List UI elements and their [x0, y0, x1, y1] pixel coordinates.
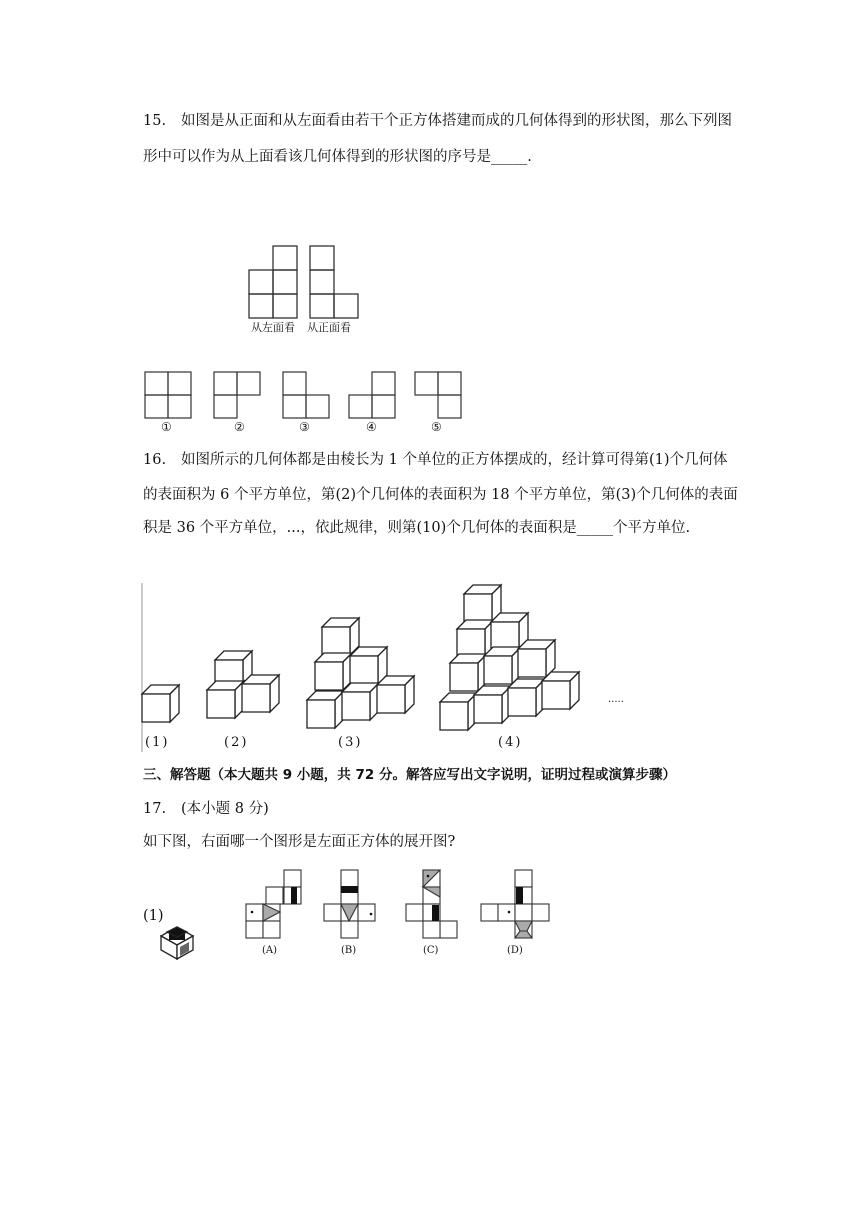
q17-header [143, 799, 269, 819]
q15-number: 15. [143, 113, 167, 129]
q17-choice-label: (C) [423, 945, 439, 956]
q16-figure-label: (1) [145, 735, 170, 750]
q17-net-C [406, 870, 457, 938]
q16-number: 16. [143, 452, 167, 468]
cube-unit [450, 654, 487, 691]
cube-unit [508, 679, 545, 716]
cube-unit [142, 685, 179, 722]
q15-line2: 形中可以作为从上面看该几何体得到的形状图的序号是_____. [143, 149, 532, 165]
q16-figure-label: (3) [338, 735, 363, 750]
cube-unit [242, 675, 279, 712]
cube-unit [307, 691, 344, 728]
q15-option-label: ④ [366, 420, 377, 434]
cube-unit [315, 653, 352, 690]
q15-text-1: 如图是从正面和从左面看由若干个正方体搭建而成的几何体得到的形状图，那么下列图 [181, 113, 732, 129]
q15-option-label: ① [161, 420, 172, 434]
q16-ellipsis: ..... [608, 694, 624, 705]
cube-unit [484, 647, 521, 684]
q16-figure-label: (2) [224, 735, 249, 750]
cube-unit [377, 676, 414, 713]
q16-line2: 的表面积为 6 个平方单位，第(2)个几何体的表面积为 18 个平方单位，第(3)个几何体的表面 [143, 487, 738, 503]
cube-unit [342, 683, 379, 720]
q16-figure-label: (4) [498, 735, 523, 750]
q17-cube [161, 927, 193, 959]
q17-net-D [481, 870, 549, 938]
q17-number: 17. [143, 801, 167, 817]
q17-choice-label: (A) [262, 945, 278, 956]
q16-text-1: 如图所示的几何体都是由棱长为 1 个单位的正方体摆成的，经计算可得第(1)个几何体 [181, 452, 728, 468]
cube-unit [322, 618, 359, 655]
section-heading: 三、解答题（本大题共 9 小题，共 72 分。解答应写出文字说明，证明过程或演算步骤） [143, 767, 676, 783]
cube-unit [518, 640, 555, 677]
q17-part-label: (1) [143, 908, 164, 924]
q17-choice-label: (B) [341, 945, 357, 956]
cube-unit [542, 672, 579, 709]
q17-net-B [324, 870, 375, 938]
q17-points: (本小题 8 分) [181, 801, 269, 817]
cube-unit [350, 647, 387, 684]
q15-option-label: ⑤ [431, 420, 442, 434]
q17-choice-label: (D) [507, 945, 523, 956]
q17-net-A [246, 870, 301, 938]
cube-unit [474, 686, 511, 723]
q15-line1 [143, 111, 732, 131]
cube-unit [215, 651, 252, 688]
q16-line3: 积是 36 个平方单位，...，依此规律，则第(10)个几何体的表面积是_____个平方单位. [143, 520, 691, 536]
q15-left-view-label: 从左面看 [251, 321, 295, 334]
cube-unit [464, 585, 501, 622]
q17-prompt: 如下图，右面哪一个图形是左面正方体的展开图? [143, 834, 456, 850]
q15-option-label: ③ [299, 420, 310, 434]
q15-front-view-label: 从正面看 [307, 321, 351, 334]
q15-option-label: ② [234, 420, 245, 434]
q16-line1 [143, 450, 727, 470]
cube-unit [440, 693, 477, 730]
cube-unit [457, 620, 494, 657]
cube-unit [491, 613, 528, 650]
cube-unit [207, 681, 244, 718]
